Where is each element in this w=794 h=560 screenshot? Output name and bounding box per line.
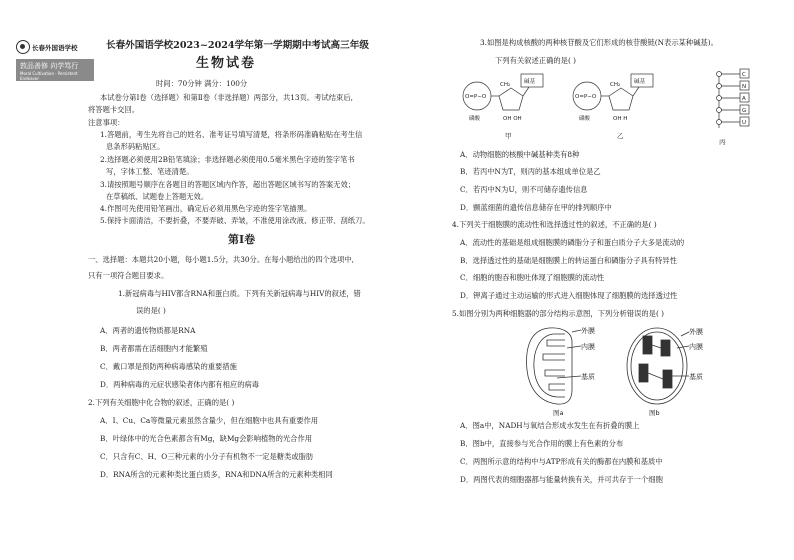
outer-membrane-label: 外膜 [689, 328, 703, 336]
q1-stem: 1.新冠病毒与HIV都含RNA和蛋白质。下列有关新冠病毒与HIV的叙述，错 [118, 289, 361, 298]
school-title: 长春外国语学校2023~2024学年第一学期期中考试高三年级 [106, 40, 369, 51]
q4-option: A．流动性的基础是组成细胞膜的磷脂分子和蛋白质分子大多是流动的 [460, 238, 685, 247]
q2-option: A．I、Cu、Ca等微量元素虽然含量少，但在细胞中也具有重要作用 [100, 416, 319, 425]
ch2-label: CH₂ [500, 82, 511, 88]
ribose-ring-b [609, 88, 633, 110]
base-label: 碱基 [634, 79, 646, 85]
section-desc-2: 只有一项符合题目要求。 [88, 271, 169, 280]
q5-stem: 5.如图分别为两种细胞器的部分结构示意图，下列分析错误的是( ) [452, 309, 664, 318]
q2-option: B．叶绿体中的光合色素都含有Mg，缺Mg会影响植物的光合作用 [100, 434, 313, 443]
section-title: 第Ⅰ卷 [228, 233, 256, 246]
ribose-ring-a [499, 88, 523, 110]
note-line: 息条形码粘贴区。 [106, 142, 165, 151]
time-score: 时间：70分钟 满分：100分 [156, 79, 248, 88]
matrix-label: 基质 [689, 373, 703, 381]
phosphate-formula: O=P−O [575, 94, 597, 100]
base-label: 碱基 [524, 79, 536, 85]
figure-a [527, 326, 595, 417]
note-line: 2.选择题必须使用2B铅笔填涂；非选择题必须使用0.5毫米黑色字迹的签字笔书 [100, 155, 355, 164]
figure-b [627, 327, 703, 417]
outer-membrane-label: 外膜 [581, 327, 595, 335]
note-line: 1.答题前，考生先将自己的姓名、准考证号填写清楚，将条形码准确粘贴在考生信 [100, 130, 363, 139]
logo-motto-band [16, 59, 94, 81]
granum-stack [639, 364, 648, 382]
intro-line-2: 将答题卡交回。 [88, 105, 140, 114]
q3-option: D．颤蓝细菌的遗传信息储存在甲的排列顺序中 [460, 203, 612, 212]
school-seal-icon [16, 40, 30, 54]
logo-motto: 敦品善修 向学笃行 [20, 62, 79, 70]
q5-option: A．图a中，NADH与氧结合形成水发生在有折叠的膜上 [460, 421, 640, 430]
logo-name: 长春外国语学校 [32, 43, 78, 52]
subject-title: 生物试卷 [196, 56, 257, 71]
ch2-label: CH₂ [610, 82, 621, 88]
note-line: 写，字体工整、笔迹清楚。 [106, 167, 194, 176]
q5-option: C．两图所示意的结构中与ATP形成有关的酶都在内膜和基质中 [460, 457, 663, 466]
mitochondrion-outer-membrane [527, 328, 572, 404]
school-logo [16, 38, 94, 82]
note-line: 5.保持卡面清洁，不要折叠，不要弄破、弄皱，不准使用涂改液、修正带、刮纸刀。 [100, 216, 370, 225]
granum-stack [663, 370, 672, 388]
section-desc-1: 一、选择题：本题共20小题，每小题1.5分，共30分。在每小题给出的四个选项中, [88, 255, 354, 264]
q3-option: A．动物细胞的核酸中碱基种类有8种 [460, 150, 580, 159]
q4-option: C．细胞的胞吞和胞吐体现了细胞膜的流动性 [460, 273, 605, 282]
q5-option: B．图b中，直接参与光合作用的膜上有色素的分布 [460, 439, 624, 448]
intro-line-1: 本试卷分第Ⅰ卷（选择题）和第Ⅱ卷（非选择题）两部分，共13页。考试结束后, [100, 93, 353, 102]
note-line: 4.作图可先使用铅笔画出，确定后必须用黑色字迹的签字笔描黑。 [100, 204, 312, 213]
inner-membrane-label: 内膜 [581, 343, 595, 351]
q3-option: C．若丙中N为U，则不可储存遗传信息 [460, 185, 588, 194]
chain-base-letter: U [742, 120, 747, 126]
figure-a-caption: 图a [553, 409, 564, 417]
organelle-diagram [517, 320, 717, 418]
q1-option: B．两者都需在活细胞内才能繁殖 [100, 344, 208, 353]
note-line: 3.请按照题号顺序在各题目的答题区域内作答，超出答题区域书写的答案无效； [100, 180, 356, 189]
q4-option: D．钾离子通过主动运输的形式进入细胞体现了细胞膜的选择透过性 [460, 291, 678, 300]
chain-base-letter: N [742, 84, 747, 90]
matrix-label: 基质 [581, 373, 595, 381]
nucleotide-diagram [457, 68, 787, 150]
granum-stack [661, 340, 670, 356]
q1-option: D．两种病毒的元症状感染者体内都有相应的病毒 [100, 380, 260, 389]
q1-stem-cont: 误的是( ) [136, 306, 166, 315]
chloroplast-outer-membrane [627, 328, 687, 404]
phosphate-formula: O=P−O [465, 94, 487, 100]
label-bing: 丙 [719, 138, 726, 146]
nucleotide-chain [717, 69, 750, 128]
granum-stack [643, 336, 652, 354]
q1-option: C．戴口罩是预防两种病毒感染的重要措施 [100, 362, 237, 371]
phosphate-label: 磷酸 [469, 116, 481, 122]
cristae [543, 340, 565, 390]
chain-base-letter: G [742, 108, 747, 114]
mitochondrion-inner-membrane [534, 334, 565, 397]
q3-sub: 下列有关叙述正确的是( ) [495, 56, 576, 65]
q2-option: C．只含有C、H、O三种元素的小分子有机物不一定是糖类或脂肪 [100, 452, 314, 461]
label-jia: 甲 [505, 132, 512, 140]
chain-base-letter: C [742, 72, 746, 78]
q2-option: D．RNA所含的元素种类比蛋白质多，RNA和DNA所含的元素种类相同 [100, 470, 333, 479]
chain-base-letter: A [742, 96, 746, 102]
q5-option: D．两图代表的细胞器都与能量转换有关，并可共存于一个细胞 [460, 475, 663, 484]
phosphate-label: 磷酸 [579, 116, 591, 122]
label-yi: 乙 [617, 132, 624, 140]
note-line: 在草稿纸、试题卷上答题无效。 [106, 192, 209, 201]
q1-option: A．两者的遗传物质都是RNA [100, 326, 196, 335]
q2-stem: 2.下列有关细胞中化合物的叙述，正确的是( ) [88, 398, 235, 407]
oh-label: OH OH [503, 116, 522, 122]
q3-option: B．若丙中N为T，则丙的基本组成单位是乙 [460, 167, 601, 176]
notice-title: 注意事项： [88, 118, 125, 127]
q3-stem: 3.如图是构成核酸的两种核苷酸及它们形成的核苷酸链(N表示某种碱基)。 [480, 38, 718, 47]
q4-option: B．选择透过性的基础是细胞膜上的转运蛋白和磷脂分子具有特异性 [460, 256, 677, 265]
oh-h-label: OH H [613, 116, 628, 122]
q4-stem: 4.下列关于细胞膜的流动性和选择透过性的叙述，不正确的是( ) [452, 220, 657, 229]
inner-membrane-label: 内膜 [689, 343, 703, 351]
logo-motto-en: Moral Cultivation · Persistent Endeavor [20, 71, 78, 81]
figure-b-caption: 图b [649, 409, 660, 417]
